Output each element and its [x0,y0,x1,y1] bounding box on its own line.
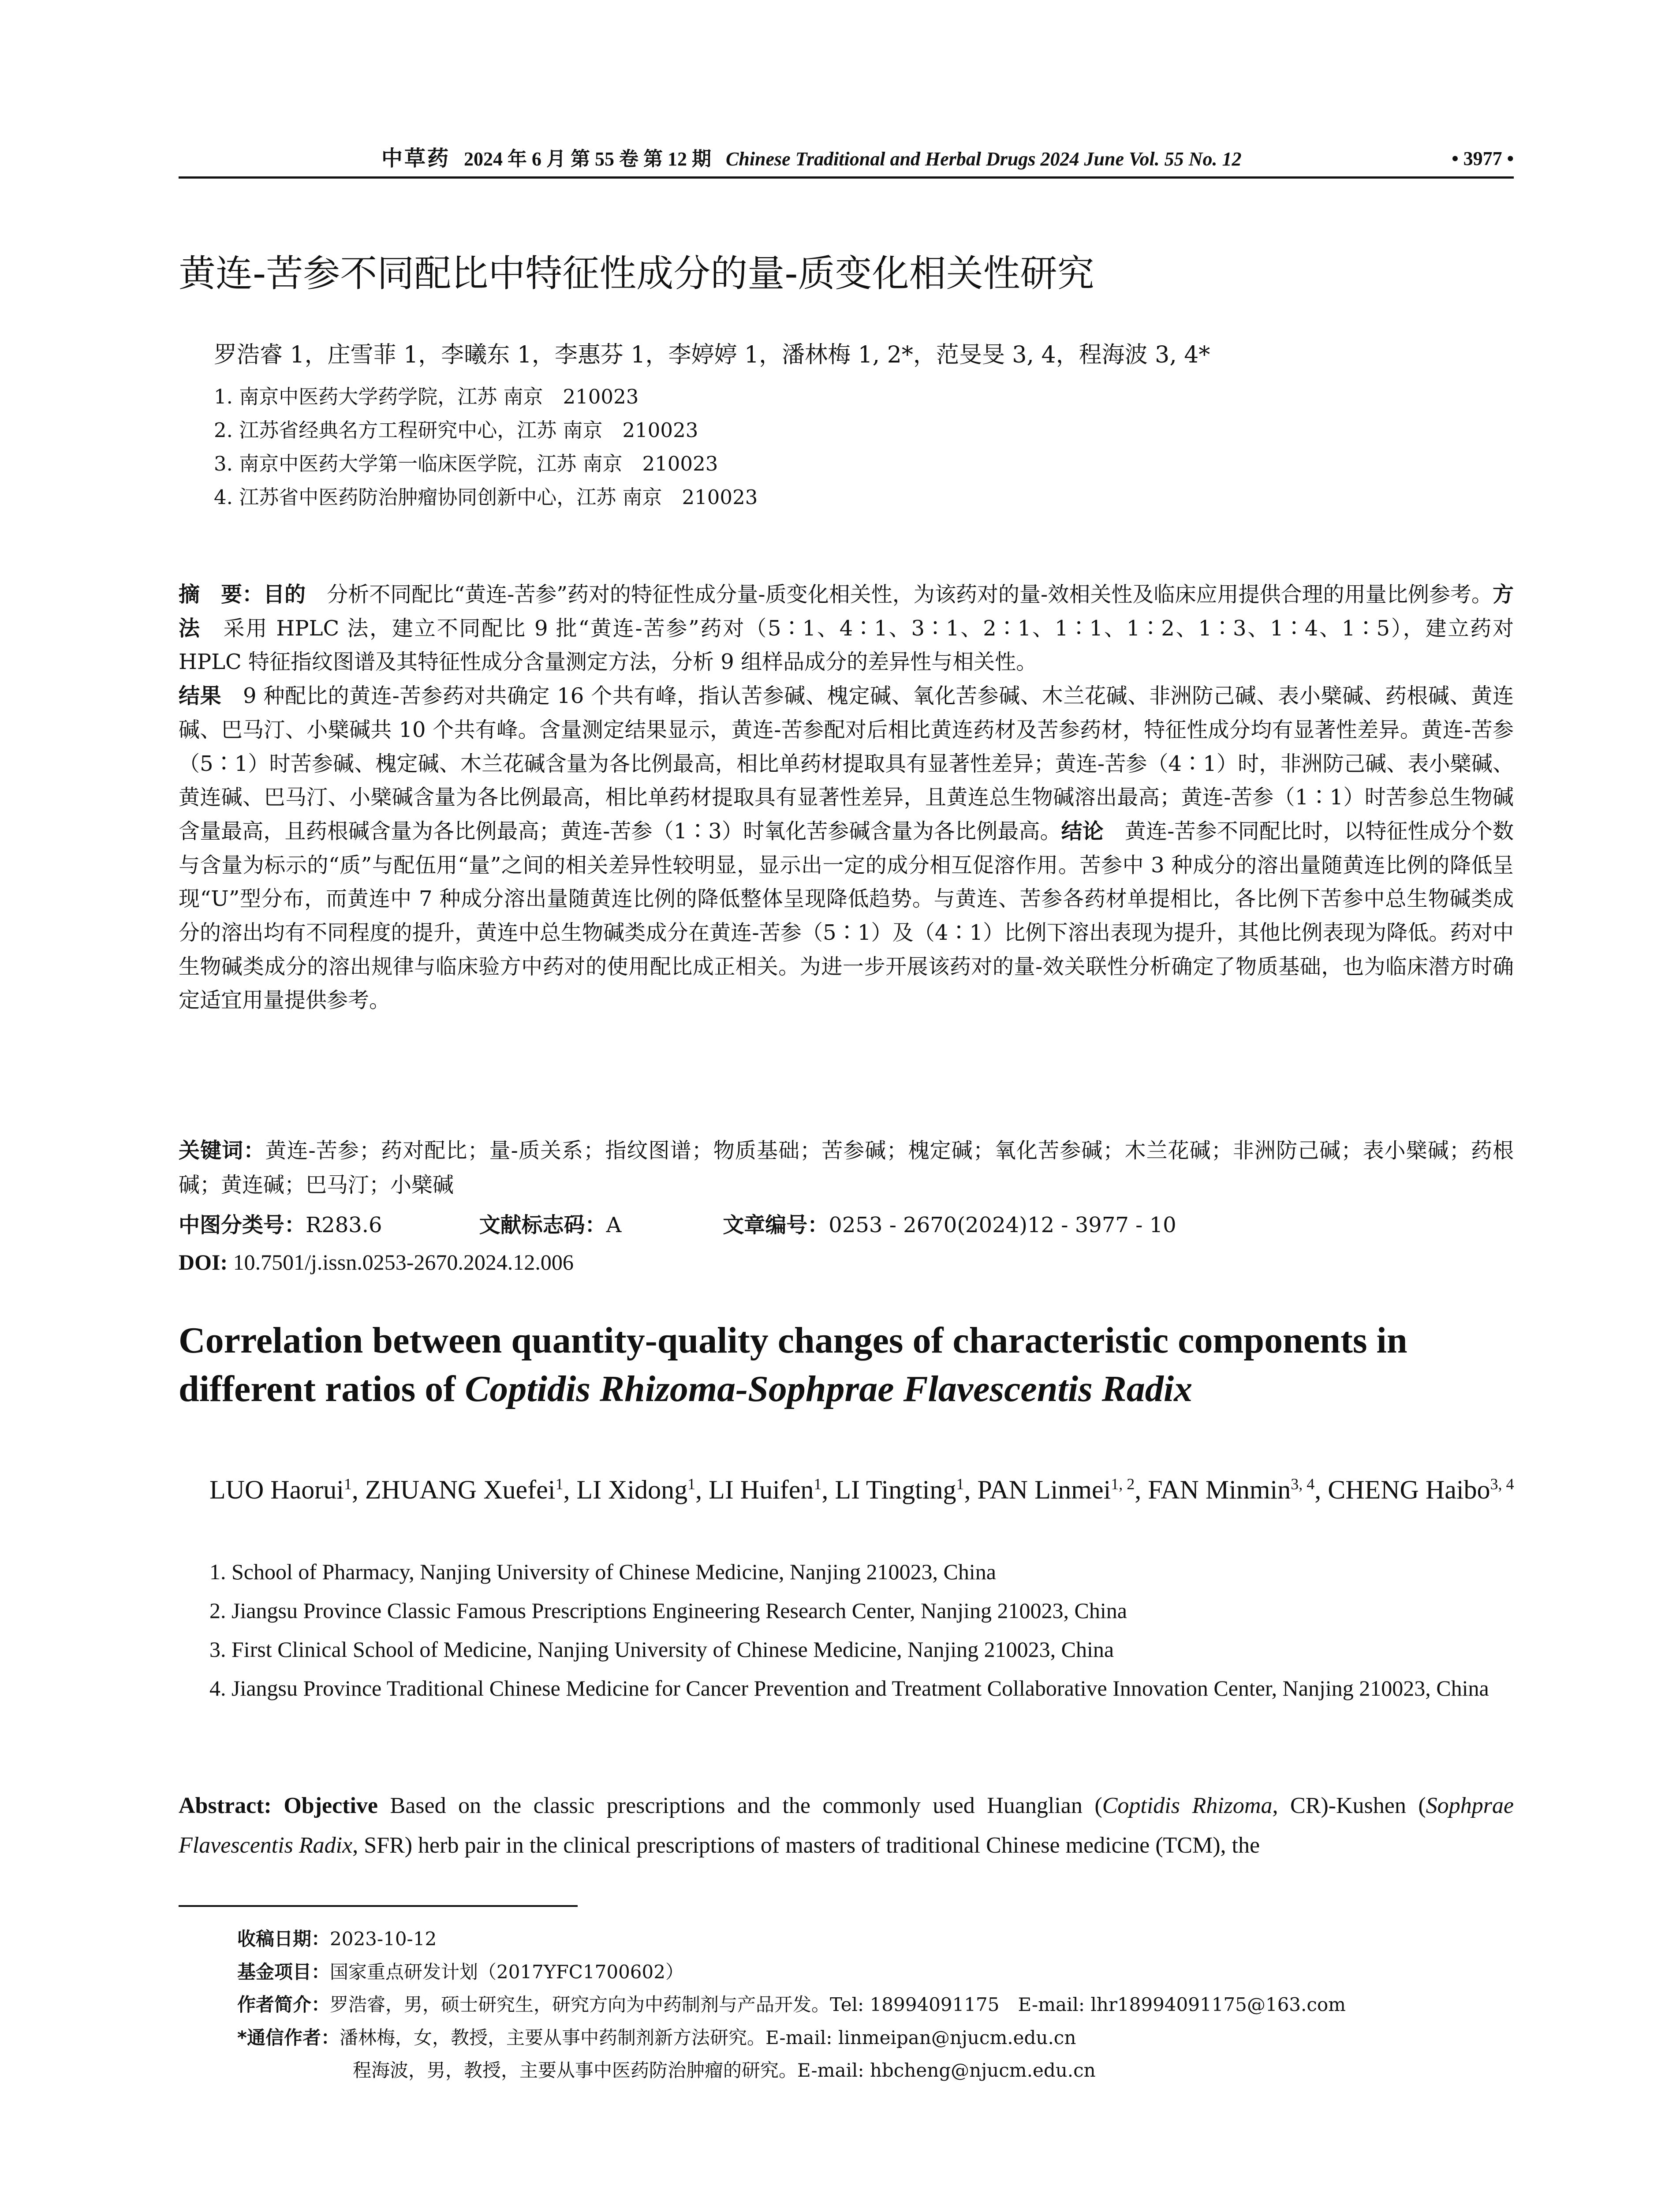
abstract-cn [179,578,1514,1017]
authors-cn: 罗浩睿 1，庄雪菲 1，李曦东 1，李惠芬 1，李婷婷 1，潘林梅 1, 2*，范旻旻 3, 4，程海波 3, 4* [214,342,1210,368]
affiliation-en: 2. Jiangsu Province Classic Famous Prescriptions Engineering Research Center, Nanjing 210023, China [209,1598,1127,1623]
objective-label: 目的 [263,582,306,607]
doi-line [179,1245,1514,1280]
author-en: LUO Haorui$^1$ [209,1475,352,1504]
title-en-italic: Coptidis Rhizoma-Sophprae Flavescentis Radix [465,1368,1193,1409]
doi-label: DOI: [179,1250,228,1274]
abstract-en: Abstract: Objective Based on the classic prescriptions and the commonly used Huanglian (Coptidis Rhizoma, CR)-Kushen (Sophprae Flavescentis Radix, SFR) herb pair in the clinical prescriptions of masters of traditional Chinese medicine (TCM), the [179,1793,1514,1858]
corresponding-author-2: 程海波，男，教授，主要从事中医药防治肿瘤的研究。E-mail: hbcheng@njucm.edu.cn [353,2059,1096,2082]
article-no-label: 文章编号： [723,1213,829,1237]
objective-text: 分析不同配比“黄连-苦参”药对的特征性成分量-质变化相关性，为该药对的量-效相关性及临床应用提供合理的用量比例参考。 [306,582,1493,607]
fund-info: 基金项目：国家重点研发计划（2017YFC1700602） [237,1961,684,1983]
affiliations-cn [214,380,1515,514]
affiliation-en: 3. First Clinical School of Medicine, Nanjing University of Chinese Medicine, Nanjing 210023, China [209,1637,1114,1662]
footnote-rule [179,1905,578,1907]
keywords-cn [179,1133,1514,1202]
clc-label: 中图分类号： [179,1213,306,1237]
header-rule [179,176,1514,179]
method-label: 方法 [179,582,1514,641]
author-en: PAN Linmei$^{1, 2}$ [977,1475,1135,1504]
affiliation-cn: 4. 江苏省中医药防治肿瘤协同创新中心，江苏 南京 210023 [214,486,758,509]
author-en: LI Tingting$^1$ [835,1475,964,1504]
article-no-value: 0253 - 2670(2024)12 - 3977 - 10 [829,1213,1176,1237]
author-en: CHENG Haibo$^{3, 4}$ [1328,1475,1514,1504]
keywords-label: 关键词： [179,1138,265,1163]
doc-code-value: A [606,1213,622,1237]
affiliation-cn: 3. 南京中医药大学第一临床医学院，江苏 南京 210023 [214,452,718,475]
conclusion-text: 黄连-苦参不同配比时，以特征性成分个数与含量为标示的“质”与配伍用“量”之间的相关差异性较明显，显示出一定的成分相互促溶作用。苦参中 3 种成分的溶出量随黄连比例的降低呈现“U”型分布，而黄连中 7 种成分溶出量随黄连比例的降低整体呈现降低趋势。与黄连、苦参各药材单提相比，各比例下苦参中总生物碱类成分的溶出均有不同程度的提升，黄连中总生物碱类成分在黄连-苦参（5∶1）及（4∶1）比例下溶出表现为提升，其他比例表现为降低。药对中生物碱类成分的溶出规律与临床验方中药对的使用配比成正相关。为进一步开展该药对的量-效关联性分析确定了物质基础，也为临床潜方时确定适宜用量提供参考。 [179,818,1514,1013]
title-cn: 黄连-苦参不同配比中特征性成分的量-质变化相关性研究 [179,252,1094,295]
affiliation-cn: 1. 南京中医药大学药学院，江苏 南京 210023 [214,385,639,408]
author-en: LI Huifen$^1$ [709,1475,822,1504]
affiliation-cn: 2. 江苏省经典名方工程研究中心，江苏 南京 210023 [214,419,698,442]
corresponding-author: *通信作者：潘林梅，女，教授，主要从事中药制剂新方法研究。E-mail: linmeipan@njucm.edu.cn [237,2026,1076,2048]
method-text: 采用 HPLC 法，建立不同配比 9 批“黄连-苦参”药对（5∶1、4∶1、3∶1、2∶1、1∶1、1∶2、1∶3、1∶4、1∶5），建立药对 HPLC 特征指纹图谱及其特征性成分含量测定方法，分析 9 组样品成分的差异性与相关性。 [179,616,1514,675]
classification-line [179,1207,1514,1243]
doc-code-label: 文献标志码： [479,1213,606,1237]
keywords-text: 黄连-苦参；药对配比；量-质关系；指纹图谱；物质基础；苦参碱；槐定碱；氧化苦参碱；木兰花碱；非洲防己碱；表小檗碱；药根碱；黄连碱；巴马汀；小檗碱 [179,1138,1514,1197]
page-number: • 3977 • [1452,148,1514,169]
authors-en: LUO Haorui$^1$, ZHUANG Xuefei$^1$, LI Xidong$^1$, LI Huifen$^1$, LI Tingting$^1$, PAN Linmei$^{1, 2}$, FAN Minmin$^{3, 4}$, CHENG Haibo$^{3, 4}$ [209,1475,1514,1504]
journal-name-cn: 中草药 [381,147,451,170]
footnotes [237,1923,1514,2087]
conclusion-label: 结论 [1061,818,1104,844]
issue-cn: 2024 年 6 月 第 55 卷 第 12 期 [464,148,712,170]
author-en: ZHUANG Xuefei$^1$ [365,1475,564,1504]
clc-value: R283.6 [306,1213,382,1237]
doi-link[interactable]: 10.7501/j.issn.0253-2670.2024.12.006 [228,1250,574,1274]
journal-name-en: Chinese Traditional and Herbal Drugs 2024 June Vol. 55 No. 12 [726,148,1242,170]
affiliations-en [209,1552,1515,1708]
author-en: LI Xidong$^1$ [576,1475,696,1504]
result-label: 结果 [179,684,222,709]
result-text: 9 种配比的黄连-苦参药对共确定 16 个共有峰，指认苦参碱、槐定碱、氧化苦参碱、木兰花碱、非洲防己碱、表小檗碱、药根碱、黄连碱、巴马汀、小檗碱共 10 个共有峰。含量测定结果显示，黄连-苦参配对后相比黄连药材及苦参药材，特征性成分均有显著性差异。黄连-苦参（5∶1）时苦参碱、槐定碱、木兰花碱含量为各比例最高，相比单药材提取具有显著性差异；黄连-苦参（4∶1）时，非洲防己碱、表小檗碱、黄连碱、巴马汀、小檗碱含量为各比例最高，相比单药材提取具有显著性差异，且黄连总生物碱溶出最高；黄连-苦参（1∶1）时苦参总生物碱含量最高，且药根碱含量为各比例最高；黄连-苦参（1∶3）时氧化苦参碱含量为各比例最高。 [179,684,1514,844]
received-date: 收稿日期：2023-10-12 [237,1928,437,1950]
author-en: FAN Minmin$^{3, 4}$ [1148,1475,1315,1504]
abstract-label: 摘 要： [179,582,264,607]
affiliation-en: 1. School of Pharmacy, Nanjing University of Chinese Medicine, Nanjing 210023, China [209,1559,996,1584]
affiliation-en: 4. Jiangsu Province Traditional Chinese Medicine for Cancer Prevention and Treatment Collaborative Innovation Center, Nanjing 210023, China [209,1676,1489,1700]
title-en [179,1316,1514,1413]
title-en-text: Correlation between quantity-quality changes of characteristic components in different ratios of [179,1320,1407,1409]
author-bio: 作者简介：罗浩睿，男，硕士研究生，研究方向为中药制剂与产品开发。Tel: 18994091175 E-mail: lhr18994091175@163.com [237,1994,1346,2016]
abstract-en-label: Abstract: Objective [179,1793,378,1818]
